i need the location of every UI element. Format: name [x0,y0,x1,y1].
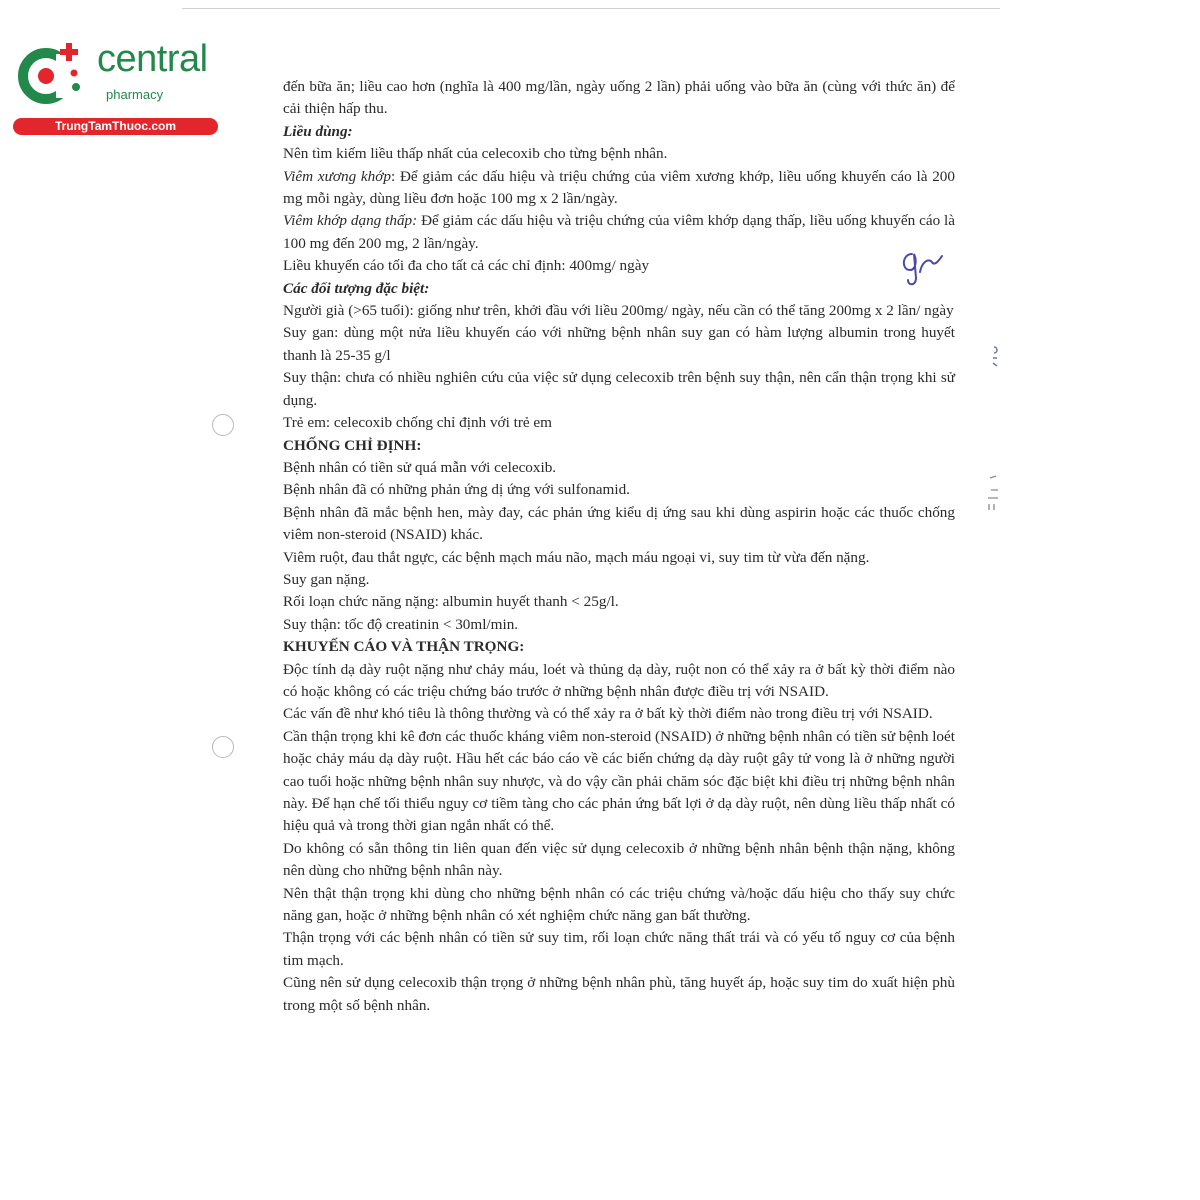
document-body [283,76,955,1017]
subsection-heading [283,121,955,143]
body-paragraph: Trẻ em: celecoxib chống chỉ định với trẻ em [283,414,552,432]
edge-scan-mark [984,474,1002,512]
body-paragraph: Độc tính dạ dày ruột nặng như chảy máu, loét và thủng dạ dày, ruột non có thể xảy ra ở bất kỳ thời điểm nào có hoặc không có các triệu chứng báo trước ở những bệnh nhân được điều trị với NSAID. [283,660,955,700]
body-paragraph: Do không có sẵn thông tin liên quan đến việc sử dụng celecoxib ở những bệnh nhân bệnh thận nặng, không nên dùng cho những bệnh nhân này. [283,839,955,880]
body-paragraph: đến bữa ăn; liều cao hơn (nghĩa là 400 mg/lần, ngày uống 2 lần) phải uống vào bữa ăn (cùng với thức ăn) để cải thiện hấp thu. [283,78,955,118]
body-paragraph: Viêm ruột, đau thắt ngực, các bệnh mạch máu não, mạch máu ngoại vi, suy tim từ vừa đến nặng. [283,548,870,566]
body-paragraph: Cũng nên sử dụng celecoxib thận trọng ở những bệnh nhân phù, tăng huyết áp, hoặc suy tim do xuất hiện phù trong một số bệnh nhân. [283,974,955,1014]
body-paragraph: Bệnh nhân đã có những phản ứng dị ứng với sulfonamid. [283,481,630,499]
central-pharmacy-logo[interactable] [10,38,215,138]
handwritten-initials [898,244,946,290]
body-paragraph: Các vấn đề như khó tiêu là thông thường và có thể xảy ra ở bất kỳ thời điểm nào trong điều trị với NSAID. [283,705,933,723]
body-paragraph: Suy gan nặng. [283,570,370,588]
body-paragraph: Nên thật thận trọng khi dùng cho những bệnh nhân có các triệu chứng và/hoặc dấu hiệu cho thấy suy chức năng gan, hoặc ở những bệnh nhân có xét nghiệm chức năng gan bất thường. [283,884,955,925]
indication-text: : Để giảm các dấu hiệu và triệu chứng của viêm xương khớp, liều uống khuyến cáo là 200 mg mỗi ngày, dùng liều đơn hoặc 100 mg x 2 lần/ngày. [283,167,955,208]
logo-wordmark: central [97,38,208,80]
indication-lead: Viêm khớp dạng thấp: [283,212,418,230]
body-paragraph: Rối loạn chức năng nặng: albumin huyết thanh < 25g/l. [283,593,619,611]
body-paragraph: Cần thận trọng khi kê đơn các thuốc kháng viêm non-steroid (NSAID) ở những bệnh nhân có tiền sử bệnh loét hoặc chảy máu dạ dày ruột. Hầu hết các báo cáo về các biến chứng dạ dày ruột gây tử vong là ở những người cao tuổi hoặc những bệnh nhân suy nhược, và do vậy cần phải chăm sóc đặc biệt khi điều trị những bệnh nhân này. Để hạn chế tối thiểu nguy cơ tiềm tàng cho các phản ứng bất lợi ở dạ dày ruột, nên dùng liều thấp nhất có hiệu quả và trong thời gian ngắn nhất có thể. [283,727,955,835]
body-paragraph: Suy thận: chưa có nhiều nghiên cứu của việc sử dụng celecoxib trên bệnh suy thận, nên cẩn thận trọng khi sử dụng. [283,369,955,409]
section-heading: CHỐNG CHỈ ĐỊNH: [283,436,422,454]
body-paragraph: Nên tìm kiếm liều thấp nhất của celecoxib cho từng bệnh nhân. [283,145,668,163]
indication-paragraph [283,166,955,211]
body-paragraph: Suy gan: dùng một nửa liều khuyến cáo với những bệnh nhân suy gan có hàm lượng albumin trong huyết thanh là 25-35 g/l [283,324,955,364]
indication-text: Để giảm các dấu hiệu và triệu chứng của viêm khớp dạng thấp, liều uống khuyến cáo là 100 mg đến 200 mg, 2 lần/ngày. [283,212,955,252]
body-paragraph: Liều khuyến cáo tối đa cho tất cả các chỉ định: 400mg/ ngày [283,257,650,275]
logo-subtitle: pharmacy [106,87,164,102]
body-paragraph: Người già (>65 tuổi): giống như trên, khởi đầu với liều 200mg/ ngày, nếu cần có thể tăng 200mg x 2 lần/ ngày [283,302,954,320]
subsection-heading [283,278,955,300]
indication-lead: Viêm xương khớp [283,167,391,185]
subsection-heading-text: Liều dùng: [283,122,353,140]
body-paragraph: Suy thận: tốc độ creatinin < 30ml/min. [283,615,519,633]
binder-hole [212,414,234,436]
indication-paragraph [283,210,955,255]
body-paragraph: Bệnh nhân có tiền sử quá mẫn với celecoxib. [283,458,557,476]
body-paragraph: Thận trọng với các bệnh nhân có tiền sử suy tim, rối loạn chức năng thất trái và có yếu tố nguy cơ của bệnh tim mạch. [283,929,955,969]
section-heading: KHUYẾN CÁO VÀ THẬN TRỌNG: [283,638,525,656]
page-top-edge [182,8,1000,9]
pharmacy-emblem-icon [10,38,96,110]
edge-scan-mark [988,344,1002,372]
binder-hole [212,736,234,758]
body-paragraph: Bệnh nhân đã mắc bệnh hen, mày đay, các phản ứng kiểu dị ứng sau khi dùng aspirin hoặc các thuốc chống viêm non-steroid (NSAID) khác. [283,503,955,544]
subsection-heading-text: Các đối tượng đặc biệt: [283,279,430,297]
logo-url-badge[interactable]: TrungTamThuoc.com [13,118,218,135]
